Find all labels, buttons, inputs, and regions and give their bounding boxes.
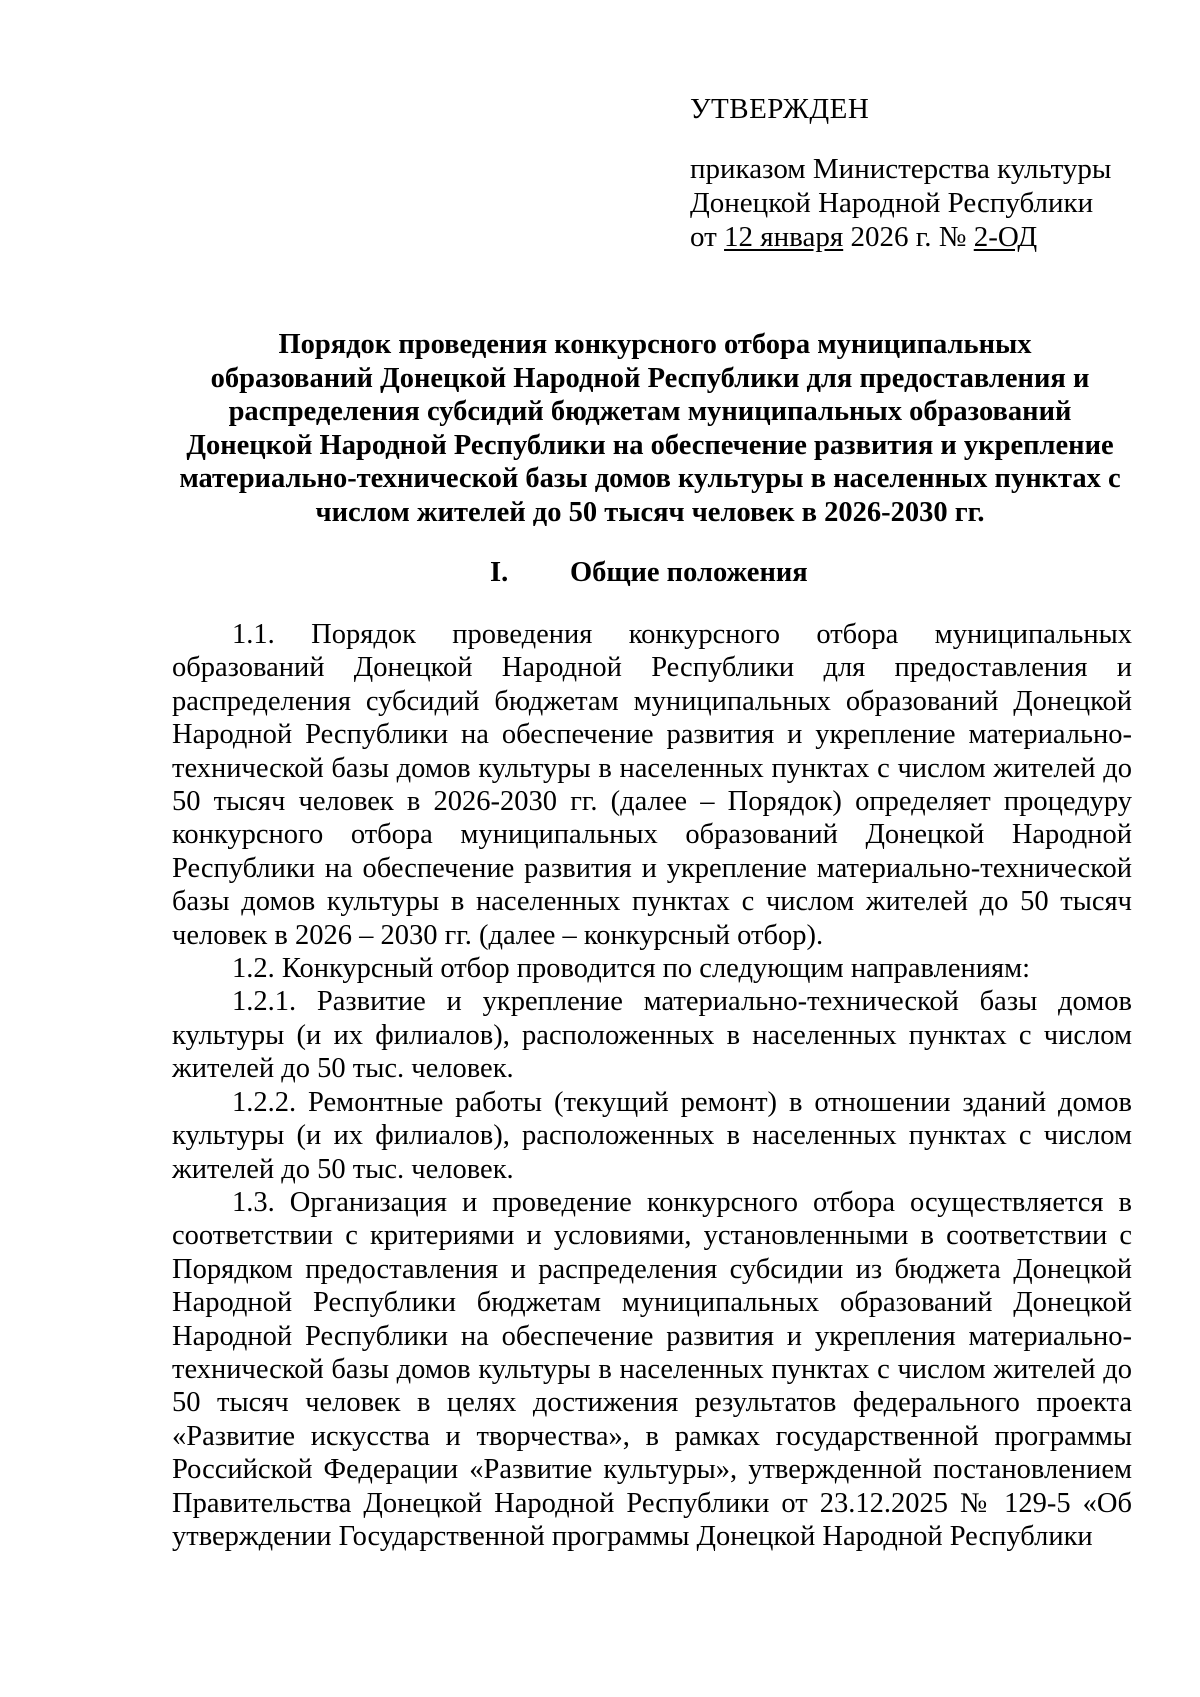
- paragraph-1-2-1: 1.2.1. Развитие и укрепление материально-технической базы домов культуры (и их филиалов), расположенных в населенных пунктах с числом жителей до 50 тыс. человек.: [172, 986, 1132, 1085]
- paragraph-1-2-2: 1.2.2. Ремонтные работы (текущий ремонт) в отношении зданий домов культуры (и их филиалов), расположенных в населенных пунктах с числом жителей до 50 тыс. человек.: [172, 1086, 1132, 1185]
- paragraph-1-1: 1.1. Порядок проведения конкурсного отбора муниципальных образований Донецкой Народной Республики для предоставления и распределения субсидий бюджетам муниципальных образований Донецкой Народной Республики на обеспечение развития и укрепление материально-технической базы домов культуры в населенных пунктах с числом жителей до 50 тысяч человек в 2026-2030 гг. (далее – Порядок) определяет процедуру конкурсного отбора муниципальных образований Донецкой Народной Республики на обеспечение развития и укрепление материально-технической базы домов культуры в населенных пунктах с числом жителей до 50 тысяч человек в 2026 – 2030 гг. (далее – конкурсный отбор).: [172, 619, 1132, 951]
- title-line: распределения субсидий бюджетам муниципальных образований: [228, 396, 1072, 427]
- approval-order-number: 2-ОД: [973, 221, 1038, 253]
- approval-line-ministry: приказом Министерства культуры: [690, 153, 1112, 185]
- title-line: Донецкой Народной Республики на обеспечение развития и укрепление: [186, 429, 1114, 461]
- approval-line-date-number: [690, 220, 1130, 254]
- title-line: образований Донецкой Народной Республики для предоставления и: [210, 362, 1090, 394]
- approval-heading: УТВЕРЖДЕН: [690, 93, 870, 125]
- approval-date-prefix: от: [690, 221, 725, 253]
- paragraph-1-3: 1.3. Организация и проведение конкурсного отбора осуществляется в соответствии с критериями и условиями, установленными в соответствии с Порядком предоставления и распределения субсидии из бюджета Донецкой Народной Республики бюджетам муниципальных образований Донецкой Народной Республики на обеспечение развития и укрепления материально-технической базы домов культуры в населенных пунктах с числом жителей до 50 тысяч человек в целях достижения результатов федерального проекта «Развитие искусства и творчества», в рамках государственной программы Российской Федерации «Развитие культуры», утвержденной постановлением Правительства Донецкой Народной Республики от 23.12.2025 № 129-5 «Об утверждении Государственной программы Донецкой Народной Республики: [172, 1186, 1132, 1552]
- approval-line-republic: Донецкой Народной Республики: [690, 187, 1094, 219]
- section-title: Общие положения: [570, 557, 808, 588]
- document-title: [150, 328, 1150, 529]
- approval-date: 12 января: [724, 221, 844, 253]
- approval-year-number-label: 2026 г. №: [843, 221, 974, 253]
- title-line: Порядок проведения конкурсного отбора муниципальных: [278, 329, 1032, 360]
- body-text: [172, 618, 1132, 1553]
- title-line: числом жителей до 50 тысяч человек в 2026-2030 гг.: [315, 496, 985, 528]
- section-number: I.: [490, 557, 509, 588]
- approval-block: [690, 92, 1130, 254]
- paragraph-1-2: 1.2. Конкурсный отбор проводится по следующим направлениям:: [232, 953, 1031, 985]
- title-line: материально-технической базы домов культуры в населенных пунктах с: [179, 463, 1121, 494]
